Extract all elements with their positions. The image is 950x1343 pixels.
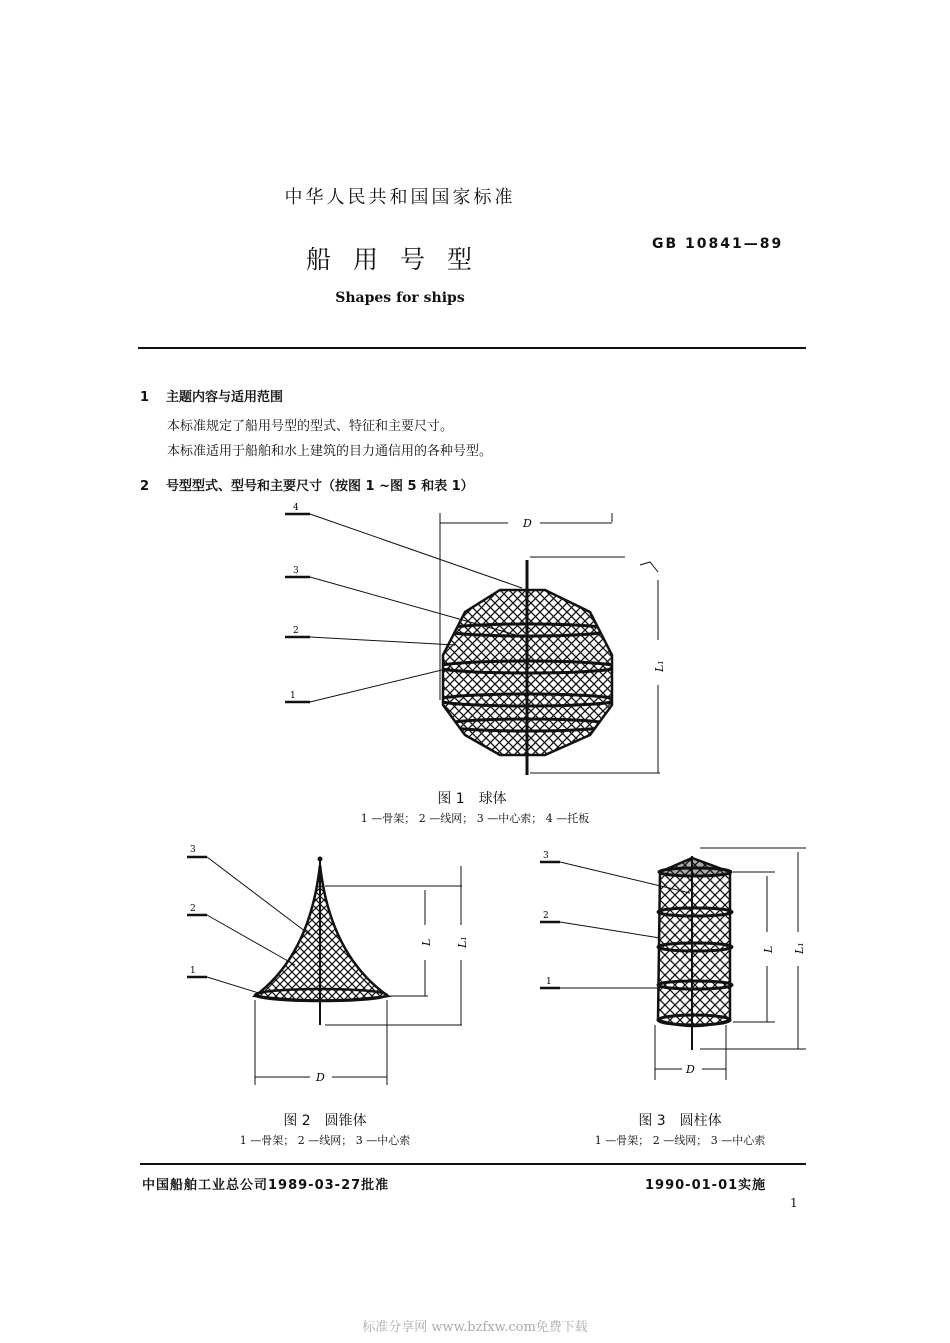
sphere-body [437,560,617,775]
document-title: 船用号型 [305,245,494,274]
figure-3-cylinder-drawing [500,830,830,1100]
fig3-dimension-l-label: L [762,945,775,953]
fig2-callout-3: 3 [190,845,196,855]
fig1-callout-4: 4 [293,503,299,513]
section-2-title: 号型型式、型号和主要尺寸（按图 1 ~图 5 和表 1） [166,479,474,494]
figure-1-caption: 图 1 球体 [437,791,507,807]
section-2-number: 2 [140,479,150,494]
figure-3-legend: 1 —骨架； 2 —线网； 3 —中心索 [594,1134,766,1147]
figure-1-legend: 1 —骨架； 2 —线网； 3 —中心索； 4 —托板 [360,812,590,825]
fig1-callout-2: 2 [293,626,299,636]
fig3-dimension-d-label: D [686,1063,695,1076]
fig2-dimension-d-label: D [316,1071,325,1084]
fig3-dimension-l1-label: L₁ [793,942,806,954]
fig2-callout-1: 1 [190,966,196,976]
effective-date-line: 1990-01-01实施 [645,1178,767,1193]
fig2-callout-2: 2 [190,904,196,914]
watermark: 标准分享网 www.bzfxw.com免费下载 [362,1320,588,1335]
figure-2-caption: 图 2 圆锥体 [283,1113,367,1129]
section-1-paragraph-2: 本标准适用于船舶和水上建筑的目力通信用的各种号型。 [167,444,493,459]
fig3-callout-2: 2 [543,911,549,921]
footer-rule [140,1163,806,1165]
fig1-dimension-d-label: D [523,517,532,530]
fig3-callout-1: 1 [546,977,552,987]
cylinder-body [658,856,732,1050]
fig2-dimension-l-label: L [420,938,433,946]
section-1-title: 主题内容与适用范围 [166,390,284,405]
fig1-dimension-l1-label: L₁ [653,660,666,672]
section-1-paragraph-1: 本标准规定了船用号型的型式、特征和主要尺寸。 [167,419,454,434]
fig1-callout-1: 1 [290,691,296,701]
standard-code: GB 10841—89 [652,236,784,252]
fig2-dimension-l1-label: L₁ [456,936,469,948]
figure-2-legend: 1 —骨架； 2 —线网； 3 —中心索 [239,1134,411,1147]
english-title: Shapes for ships [335,290,465,306]
section-1-number: 1 [140,390,150,405]
cone-body [255,857,388,1026]
figure-2-cone-drawing [0,830,500,1100]
fig1-callout-3: 3 [293,566,299,576]
figure-3-caption: 图 3 圆柱体 [638,1113,722,1129]
standard-title: 中华人民共和国国家标准 [284,187,516,208]
approval-line: 中国船舶工业总公司1989-03-27批准 [142,1178,390,1193]
page-number: 1 [790,1196,798,1210]
fig3-callout-3: 3 [543,851,549,861]
